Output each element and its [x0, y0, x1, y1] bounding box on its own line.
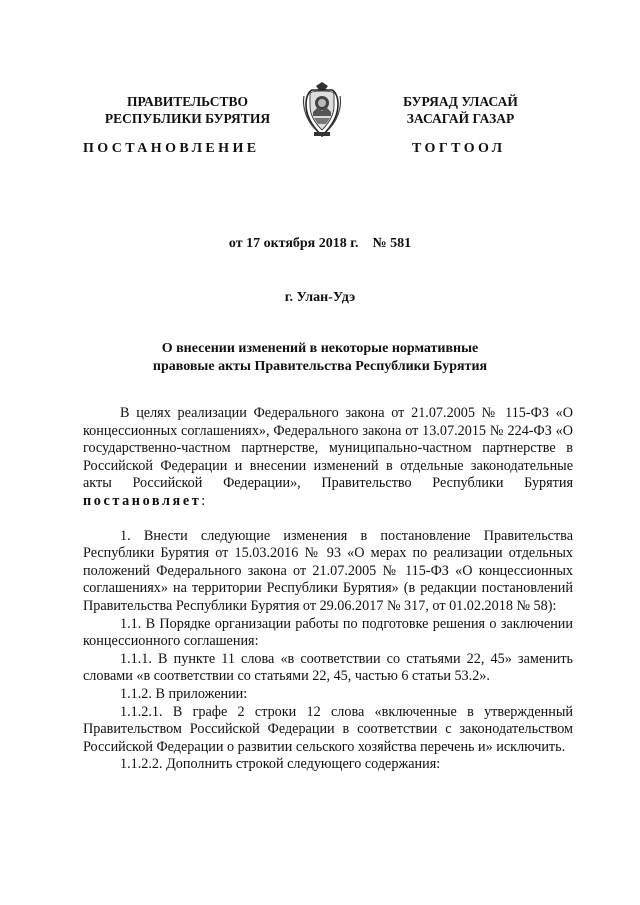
right-org-name — [373, 93, 548, 127]
subject-line2: правовые акты Правительства Республики Бурятия — [152, 359, 488, 374]
paragraph-1-1-1: 1.1.1. В пункте 11 слова «в соответствии со статьями 22, 45» заменить словами «в соответствии со статьями 22, 45, частью 6 статьи 53.2». — [83, 650, 573, 685]
left-org-line1: ПРАВИТЕЛЬСТВО — [126, 94, 248, 109]
right-org-line2: ЗАСАГАЙ ГАЗАР — [406, 111, 515, 126]
decree-word: постановляет — [83, 492, 202, 509]
subject-line1: О внесении изменений в некоторые нормативные — [161, 341, 479, 356]
paragraph-1: 1. Внести следующие изменения в постановление Правительства Республики Бурятия от 15.03.2016 № 93 «О мерах по реализации отдельных положений Федерального закона от 21.07.2005 № 115-ФЗ «О концессионных соглашениях» на территории Республики Бурятия» (в редакции постановлений Правительства Республики Бурятия от 29.06.2017 № 317, от 01.02.2018 № 58): — [83, 527, 573, 614]
left-org-line2: РЕСПУБЛИКИ БУРЯТИЯ — [104, 111, 271, 126]
doc-type-bua: ТОГТООЛ — [412, 141, 506, 156]
paragraph-1-1-2-1: 1.1.2.1. В графе 2 строки 12 слова «включенные в утвержденный Правительством Российской Федерации в соответствии с законодательством Российской Федерации о развитии сельского хозяйства перечень и» исключить. — [83, 703, 573, 755]
date-number — [0, 236, 640, 252]
city: г. Улан-Удэ — [284, 290, 356, 305]
doc-type-ru: ПОСТАНОВЛЕНИЕ — [83, 141, 260, 156]
left-org-name — [95, 93, 280, 127]
preamble-paragraph — [83, 405, 573, 511]
decree-colon: : — [201, 492, 206, 509]
date-number-text: от 17 октября 2018 г. № 581 — [228, 236, 412, 251]
subject-title — [0, 340, 640, 376]
right-org-line1: БУРЯАД УЛАСАЙ — [403, 94, 518, 109]
paragraph-1-1-2: 1.1.2. В приложении: — [120, 685, 248, 702]
document-body — [83, 405, 573, 774]
coat-of-arms-icon — [298, 76, 346, 142]
paragraph-1-1: 1.1. В Порядке организации работы по подготовке решения о заключении концессионного соглашения: — [83, 615, 573, 650]
preamble-text: В целях реализации Федерального закона от 21.07.2005 № 115-ФЗ «О концессионных соглашениях», Федерального закона от 13.07.2015 № 224-ФЗ «О государственно-частном партнерстве, муниципально-частном партнерстве в Российской Федерации и внесении изменений в отдельные законодательные акты Российской Федерации», Правительство Республики Бурятия — [83, 405, 573, 492]
paragraph-1-1-2-2: 1.1.2.2. Дополнить строкой следующего содержания: — [120, 756, 441, 773]
